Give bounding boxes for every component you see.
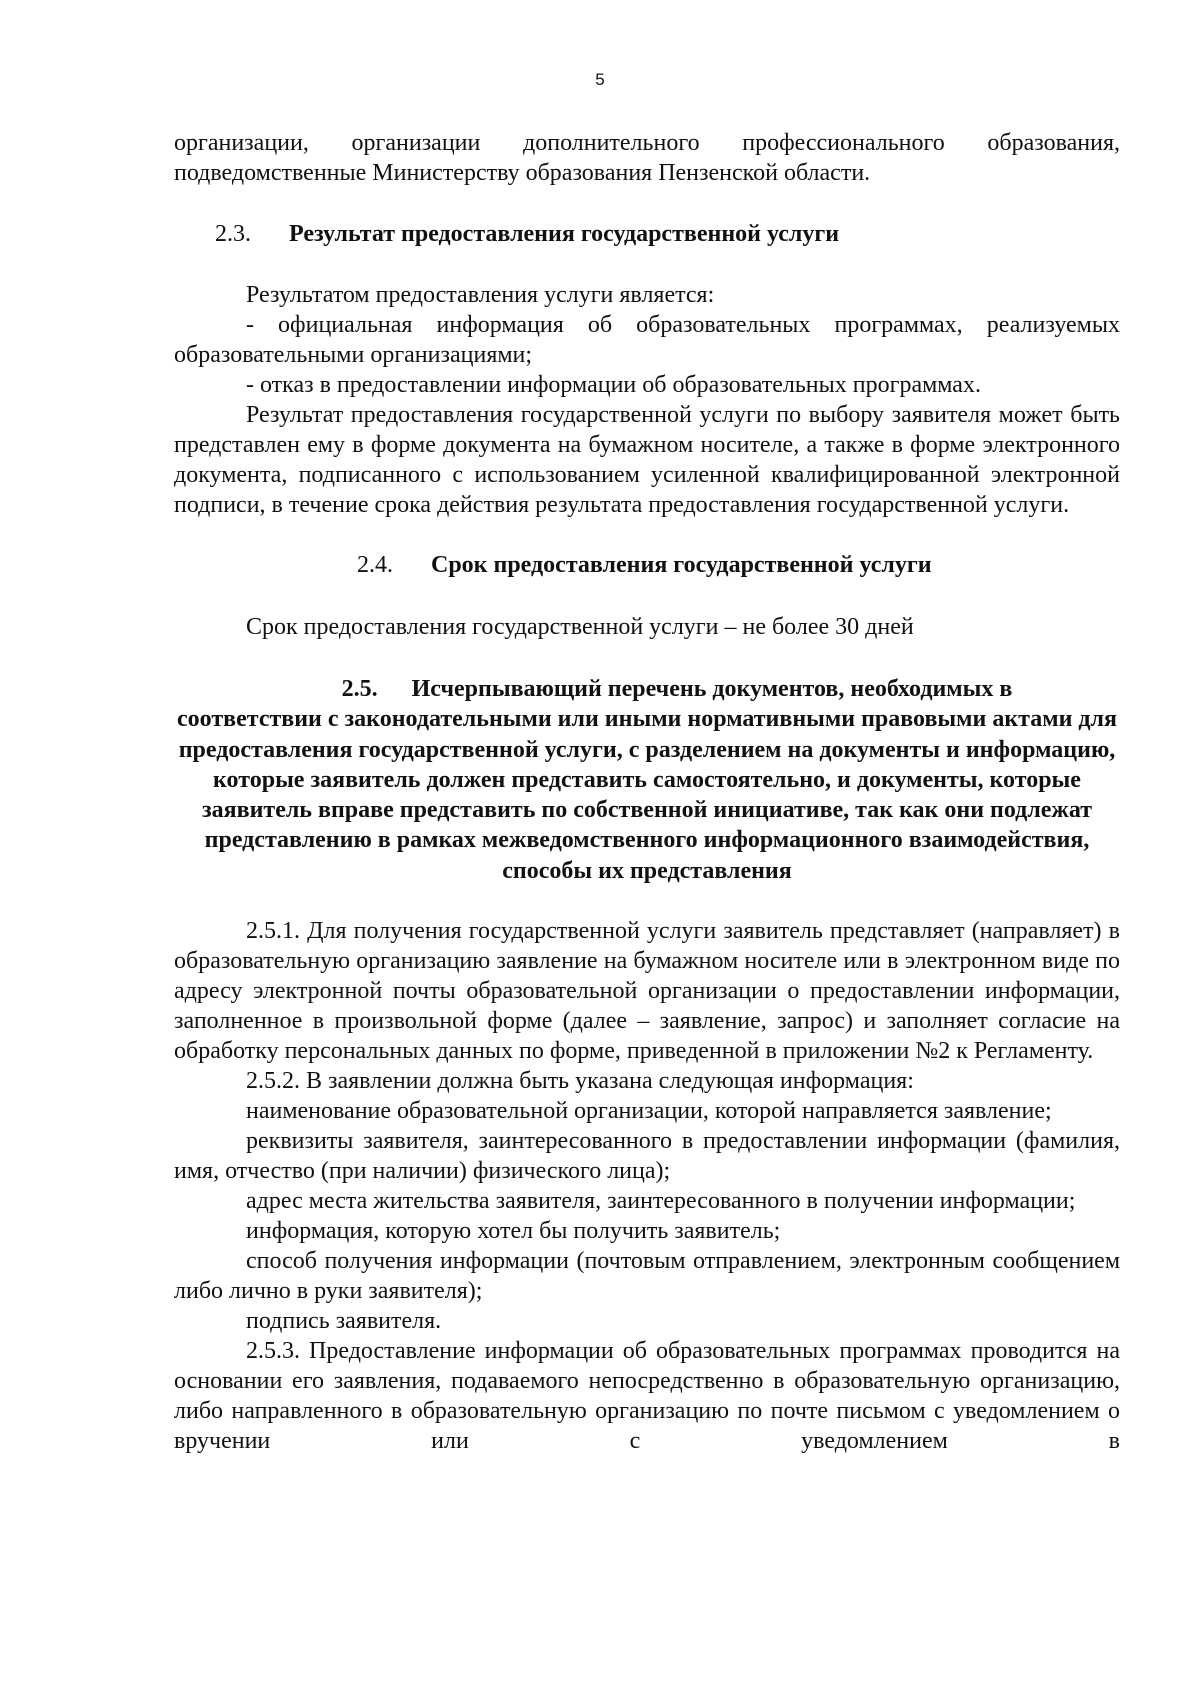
- section-2-3-paragraph-4: Результат предоставления государственной услуги по выбору заявителя может быть представлен ему в форме документа на бумажном носителе, а также в форме электронного документа, подписанного с использованием усиленной квалифицированной электронной подписи, в течение срока действия результата предоставления государственной услуги.: [174, 402, 1120, 518]
- intro-line-1: организации, организации дополнительного профессионального образования,: [174, 130, 1120, 156]
- section-2-4-number: 2.4.: [357, 552, 393, 578]
- list-item-signature: подпись заявителя.: [246, 1308, 442, 1335]
- list-item-applicant-details: реквизиты заявителя, заинтересованного в предоставлении информации (фамилия, имя, отчество (при наличии) физического лица);: [174, 1128, 1120, 1185]
- section-2-3-paragraph-1: Результатом предоставления услуги является:: [246, 282, 715, 308]
- paragraph-2-5-1: 2.5.1. Для получения государственной услуги заявитель представляет (направляет) в образовательную организацию заявление на бумажном носителе или в электронном виде по адресу электронной почты образовательной организации о предоставлении информации, заполненное в произвольной форме (далее – заявление, запрос) и заполняет согласие на обработку персональных данных по форме, приведенной в приложении №2 к Регламенту.: [174, 918, 1120, 1065]
- list-item-requested-information: информация, которую хотел бы получить заявитель;: [246, 1218, 781, 1245]
- page-number: 5: [595, 70, 605, 89]
- document-body: [174, 128, 1120, 1456]
- list-item-organization-name: наименование образовательной организации, которой направляется заявление;: [246, 1098, 1052, 1125]
- section-2-3-paragraph-2: - официальная информация об образовательных программах, реализуемых образовательными организациями;: [174, 312, 1120, 368]
- list-item-applicant-address: адрес места жительства заявителя, заинтересованного в получении информации;: [246, 1188, 1076, 1215]
- section-2-4-paragraph-1: Срок предоставления государственной услуги – не более 30 дней: [246, 614, 914, 640]
- list-item-delivery-method: способ получения информации (почтовым отправлением, электронным сообщением либо лично в руки заявителя);: [174, 1248, 1120, 1305]
- section-2-3-number: 2.3.: [215, 221, 251, 247]
- paragraph-2-5-2: 2.5.2. В заявлении должна быть указана следующая информация:: [246, 1068, 914, 1095]
- section-2-3-paragraph-3: - отказ в предоставлении информации об образовательных программах.: [246, 372, 981, 398]
- section-2-3-title: Результат предоставления государственной услуги: [289, 221, 840, 247]
- section-2-5-number: 2.5.: [341, 676, 378, 702]
- paragraph-2-5-3: 2.5.3. Предоставление информации об образовательных программах проводится на основании его заявления, подаваемого непосредственно в образовательную организацию, либо направленного в образовательную организацию по почте письмом с уведомлением о вручении или с уведомлением в: [174, 1338, 1120, 1455]
- intro-line-2: подведомственные Министерству образования Пензенской области.: [174, 160, 871, 186]
- section-2-5-heading: [174, 674, 1120, 886]
- section-2-5-title-start: Исчерпывающий перечень документов, необходимых в: [411, 676, 1013, 702]
- section-2-4-heading: [174, 550, 1120, 580]
- section-2-4-title: Срок предоставления государственной услуги: [431, 552, 932, 578]
- section-2-5-title-line-1: [174, 674, 1120, 704]
- section-2-5-title-rest: соответствии с законодательными или иными нормативными правовыми актами для предоставления государственной услуги, с разделением на документы и информацию, которые заявитель должен представить самостоятельно, и документы, которые заявитель вправе представить по собственной инициативе, так как они подлежат представлению в рамках межведомственного информационного взаимодействия, способы их представления: [177, 706, 1117, 884]
- section-2-3-heading: [174, 219, 1120, 249]
